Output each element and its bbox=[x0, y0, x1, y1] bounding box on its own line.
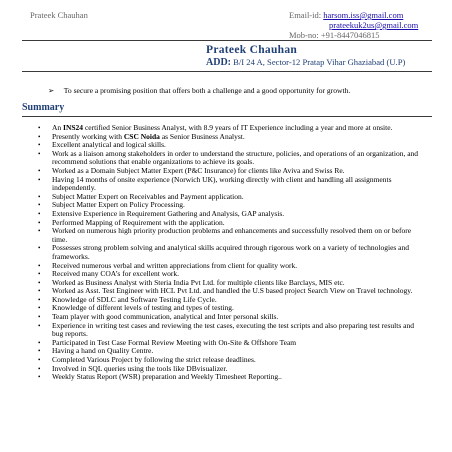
summary-item-text: Performed Mapping of Requirement with the application. bbox=[52, 217, 225, 227]
summary-item-text: Worked as Business Analyst with Steria India Pvt Ltd. for multiple clients like Barclays, MIS etc. bbox=[52, 277, 345, 287]
bullet-icon: • bbox=[38, 287, 41, 296]
bullet-icon: • bbox=[38, 218, 41, 227]
summary-item-text: Team player with good communication, analytical and Inter personal skills. bbox=[52, 312, 279, 322]
summary-item bbox=[36, 227, 426, 244]
address-line bbox=[206, 57, 405, 68]
summary-divider bbox=[22, 116, 432, 117]
summary-item-text: Subject Matter Expert on Receivables and Payment application. bbox=[52, 191, 244, 201]
bullet-icon: • bbox=[38, 244, 41, 253]
objective-text: To secure a promising position that offers both a challenge and a good opportunity for growth. bbox=[63, 86, 351, 95]
summary-item-text: Having a hand on Quality Centre. bbox=[52, 346, 154, 356]
header-name: Prateek Chauhan bbox=[30, 10, 88, 20]
summary-item-text: Knowledge of SDLC and Software Testing Life Cycle. bbox=[52, 294, 217, 304]
summary-item-text: Received numerous verbal and written appreciations from client for quality work. bbox=[52, 260, 298, 270]
bullet-icon: • bbox=[38, 192, 41, 201]
address-text: B/I 24 A, Sector-12 Pratap Vihar Ghaziabad (U.P) bbox=[233, 57, 406, 67]
summary-item-emphasis: INS24 bbox=[63, 123, 84, 132]
bullet-icon: • bbox=[38, 295, 41, 304]
summary-item-text: Participated in Test Case Formal Review Meeting with On-Site & Offshore Team bbox=[52, 337, 297, 347]
mobile-number: +91-8447046815 bbox=[320, 30, 380, 40]
email-label: Email-id: bbox=[289, 10, 322, 20]
bullet-icon: • bbox=[38, 313, 41, 322]
summary-item bbox=[36, 150, 426, 167]
summary-item-text-cont: certified Senior Business Analyst, with 8.9 years of IT Experience including a year and more at onsite. bbox=[83, 123, 393, 132]
summary-item-text: Excellent analytical and logical skills. bbox=[52, 140, 166, 150]
title-block bbox=[206, 44, 405, 68]
bullet-icon: • bbox=[38, 321, 41, 330]
bullet-icon: • bbox=[38, 132, 41, 141]
summary-item-text: Involved in SQL queries using the tools like DBvisualizer. bbox=[52, 363, 228, 373]
summary-item-text: Completed Various Project by following the strict release deadlines. bbox=[52, 355, 256, 365]
summary-item-text: An bbox=[52, 123, 64, 132]
summary-item-text: Extensive Experience in Requirement Gathering and Analysis, GAP analysis. bbox=[52, 208, 285, 218]
bullet-icon: • bbox=[38, 364, 41, 373]
email-row bbox=[289, 10, 418, 20]
bullet-icon: • bbox=[38, 201, 41, 210]
summary-item bbox=[36, 176, 426, 193]
bullet-icon: • bbox=[38, 304, 41, 313]
summary-item-text-cont: as Senior Business Analyst. bbox=[159, 131, 245, 141]
summary-item-text: Having 14 months of onsite experience (Norwich UK), working directly with client and handling all assignments independently. bbox=[52, 174, 392, 193]
bullet-icon: • bbox=[38, 227, 41, 236]
bullet-icon: • bbox=[38, 356, 41, 365]
bullet-icon: • bbox=[38, 270, 41, 279]
bullet-icon: • bbox=[38, 175, 41, 184]
summary-item bbox=[36, 322, 426, 339]
summary-item-text: Worked on numerous high priority production problems and enhancements and successfully resolved them on or before time. bbox=[52, 226, 412, 244]
bullet-icon: • bbox=[38, 373, 41, 382]
email-row-secondary bbox=[289, 20, 418, 30]
summary-item-emphasis: CSC Noida bbox=[123, 131, 160, 141]
summary-heading: Summary bbox=[22, 102, 65, 113]
summary-item-text: Worked as Asst. Test Engineer with HCL Pvt Ltd. and handled the U.S based project Search View on Travel technology. bbox=[52, 286, 413, 296]
bullet-icon: • bbox=[38, 141, 41, 150]
summary-item-text: Received many COA’s for excellent work. bbox=[52, 269, 180, 279]
bullet-icon: • bbox=[38, 209, 41, 218]
summary-item bbox=[36, 244, 426, 261]
bullet-icon: • bbox=[38, 278, 41, 287]
header-divider bbox=[22, 40, 432, 41]
summary-item-text: Worked as a Domain Subject Matter Expert (P&C Insurance) for clients like Aviva and Swiss Re. bbox=[52, 165, 345, 175]
bullet-icon: • bbox=[38, 124, 41, 132]
bullet-icon: • bbox=[38, 347, 41, 356]
email-link-primary[interactable]: harsom.iss@gmail.com bbox=[323, 10, 404, 20]
mobile-row bbox=[289, 30, 418, 40]
summary-item-text: Presently working with bbox=[52, 131, 124, 141]
header-contact bbox=[289, 10, 418, 40]
summary-item-text: Experience in writing test cases and reviewing the test cases, executing the test scripts and also preparing test results and bug reports. bbox=[52, 320, 414, 339]
summary-item-text: Possesses strong problem solving and analytical skills acquired through rigorous work on a variety of technologies and frameworks. bbox=[52, 243, 410, 261]
summary-item-text: Work as a liaison among stakeholders in order to understand the structure, policies, and operations of an organization, and recommend solutions that enable organizations to achieve its goals. bbox=[52, 148, 419, 167]
summary-item-text: Weekly Status Report (WSR) preparation and Weekly Timesheet Reporting.. bbox=[52, 372, 282, 382]
bullet-icon: • bbox=[38, 149, 41, 158]
mobile-label: Mob-no: bbox=[289, 30, 319, 40]
summary-item bbox=[36, 373, 426, 382]
bullet-icon: • bbox=[38, 166, 41, 175]
bullet-icon: • bbox=[38, 338, 41, 347]
summary-list bbox=[36, 124, 426, 382]
email-link-secondary[interactable]: prateekuk2us@gmail.com bbox=[329, 20, 419, 30]
summary-item-text: Subject Matter Expert on Policy Processing. bbox=[52, 200, 185, 210]
title-divider bbox=[22, 71, 432, 72]
candidate-name: Prateek Chauhan bbox=[206, 44, 298, 56]
summary-item-text: Knowledge of different levels of testing and types of testing. bbox=[52, 303, 234, 313]
arrow-bullet-icon: ➢ bbox=[48, 86, 55, 95]
address-label: ADD: bbox=[206, 57, 231, 68]
bullet-icon: • bbox=[38, 261, 41, 270]
objective bbox=[48, 86, 350, 95]
